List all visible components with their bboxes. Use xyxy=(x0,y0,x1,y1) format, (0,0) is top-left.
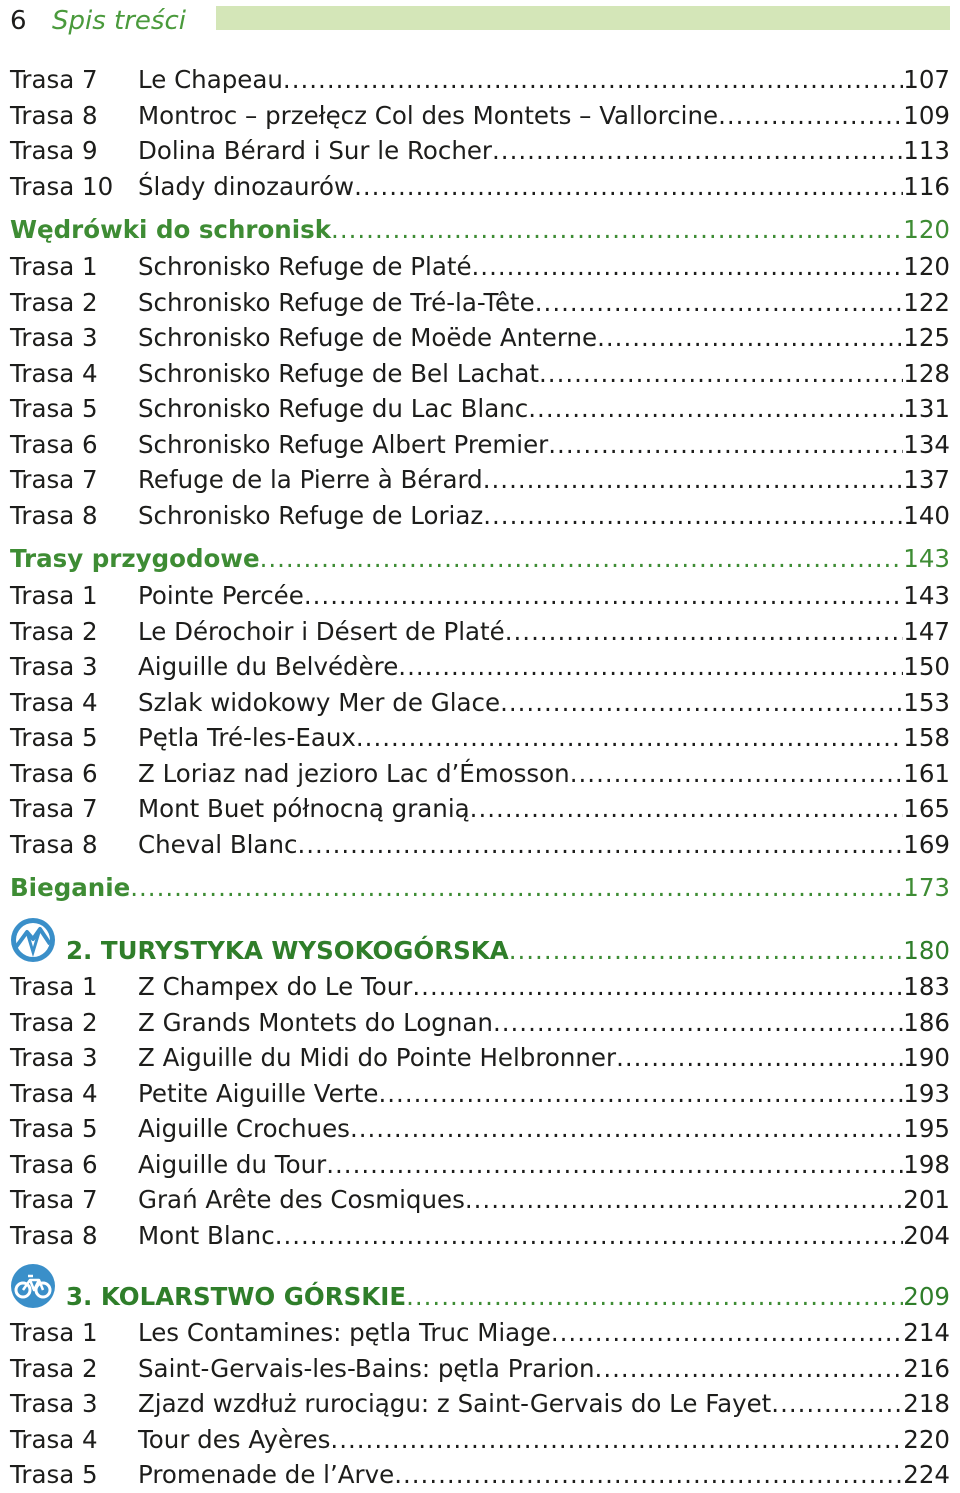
dot-leader xyxy=(483,498,903,534)
toc-entry xyxy=(10,169,950,205)
entry-number: Trasa 3 xyxy=(10,1389,98,1418)
entry-page-number: 204 xyxy=(903,1220,950,1250)
entry-title: Schronisko Refuge Albert Premier xyxy=(138,429,549,459)
entry-number: Trasa 2 xyxy=(10,616,98,646)
toc-part-heading xyxy=(10,907,950,969)
dot-leader xyxy=(304,578,903,614)
toc-entry xyxy=(10,1386,950,1422)
entry-number: Trasa 7 xyxy=(10,65,98,94)
toc-entry xyxy=(10,98,950,134)
entry-page-number: 140 xyxy=(903,500,950,530)
entry-page-number: 169 xyxy=(903,829,950,859)
dot-leader xyxy=(398,649,903,685)
entry-title: Mont Blanc xyxy=(138,1220,275,1250)
dot-leader xyxy=(331,211,903,249)
toc-entry xyxy=(10,827,950,863)
entry-title: Cheval Blanc xyxy=(138,829,298,859)
toc-entry xyxy=(10,1182,950,1218)
entry-page-number: 214 xyxy=(903,1318,950,1347)
dot-leader xyxy=(470,791,904,827)
entry-number: Trasa 9 xyxy=(10,136,98,165)
entry-title: Schronisko Refuge du Lac Blanc xyxy=(138,394,529,423)
dot-leader xyxy=(465,1182,903,1218)
entry-page-number: 116 xyxy=(903,171,950,201)
dot-leader xyxy=(326,1147,903,1183)
toc-entry xyxy=(10,427,950,463)
entry-title: Trasy przygodowe xyxy=(10,544,260,573)
entry-title: Zjazd wzdłuż rurociągu: z Saint-Gervais do Le Fayet xyxy=(138,1389,772,1418)
entry-number: Trasa 5 xyxy=(10,1460,98,1489)
entry-number: Trasa 7 xyxy=(10,465,98,494)
entry-number: Trasa 6 xyxy=(10,1149,98,1179)
dot-leader xyxy=(350,1111,903,1147)
toc-entry xyxy=(10,1040,950,1076)
entry-page-number: 131 xyxy=(903,394,950,423)
dot-leader xyxy=(597,320,903,356)
entry-title: Schronisko Refuge de Tré-la-Tête xyxy=(138,287,535,317)
entry-title: Z Champex do Le Tour xyxy=(138,972,413,1001)
entry-title: 2. TURYSTYKA WYSOKOGÓRSKA xyxy=(66,936,509,965)
entry-title: 3. KOLARSTWO GÓRSKIE xyxy=(66,1282,407,1311)
entry-title: Schronisko Refuge de Platé xyxy=(138,252,472,281)
entry-title: Grań Arête des Cosmiques xyxy=(138,1185,465,1214)
toc-entry xyxy=(10,285,950,321)
entry-page-number: 153 xyxy=(903,687,950,717)
entry-number: Trasa 3 xyxy=(10,1043,98,1072)
entry-title: Aiguille Crochues xyxy=(138,1114,350,1143)
entry-title: Ślady dinozaurów xyxy=(138,171,355,201)
entry-page-number: 195 xyxy=(903,1114,950,1143)
entry-title: Refuge de la Pierre à Bérard xyxy=(138,465,483,494)
entry-number: Trasa 7 xyxy=(10,1185,98,1214)
entry-title: Promenade de l’Arve xyxy=(138,1460,395,1489)
dot-leader xyxy=(394,1457,903,1493)
entry-title: Schronisko Refuge de Bel Lachat xyxy=(138,358,539,388)
toc-entry xyxy=(10,62,950,98)
entry-title: Szlak widokowy Mer de Glace xyxy=(138,687,501,717)
dot-leader xyxy=(472,249,904,285)
toc-entry xyxy=(10,1005,950,1041)
entry-page-number: 209 xyxy=(903,1282,950,1311)
entry-number: Trasa 5 xyxy=(10,1114,98,1143)
toc-entry xyxy=(10,1457,950,1493)
dot-leader xyxy=(539,356,903,392)
dot-leader xyxy=(718,98,903,134)
toc-entry xyxy=(10,462,950,498)
entry-page-number: 161 xyxy=(903,758,950,788)
dot-leader xyxy=(548,427,903,463)
dot-leader xyxy=(570,756,904,792)
toc-entry xyxy=(10,356,950,392)
entry-page-number: 216 xyxy=(903,1353,950,1383)
entry-number: Trasa 1 xyxy=(10,1318,98,1347)
entry-page-number: 165 xyxy=(903,794,950,823)
toc-entry xyxy=(10,756,950,792)
toc-section-heading xyxy=(10,862,950,907)
toc-part-heading xyxy=(10,1253,950,1315)
entry-number: Trasa 2 xyxy=(10,1353,98,1383)
entry-page-number: 150 xyxy=(903,652,950,681)
toc-entry xyxy=(10,320,950,356)
entry-page-number: 147 xyxy=(903,616,950,646)
toc-entry xyxy=(10,720,950,756)
entry-number: Trasa 4 xyxy=(10,687,98,717)
dot-leader xyxy=(528,391,903,427)
entry-page-number: 158 xyxy=(903,723,950,752)
dot-leader xyxy=(509,933,904,969)
entry-title: Le Chapeau xyxy=(138,65,283,94)
dot-leader xyxy=(283,62,903,98)
entry-number: Trasa 8 xyxy=(10,100,98,130)
toc-entry xyxy=(10,1147,950,1183)
page-title: Spis treści xyxy=(52,6,186,36)
entry-title: Aiguille du Tour xyxy=(138,1149,327,1179)
entry-page-number: 137 xyxy=(903,465,950,494)
entry-page-number: 186 xyxy=(903,1007,950,1037)
entry-title: Bieganie xyxy=(10,873,131,902)
entry-page-number: 107 xyxy=(903,65,950,94)
entry-title: Z Loriaz nad jezioro Lac d’Émosson xyxy=(138,758,570,788)
entry-title: Pointe Percée xyxy=(138,581,304,610)
dot-leader xyxy=(483,462,904,498)
entry-number: Trasa 3 xyxy=(10,652,98,681)
entry-page-number: 224 xyxy=(903,1460,950,1489)
entry-page-number: 122 xyxy=(903,287,950,317)
toc-section-heading xyxy=(10,204,950,249)
dot-leader xyxy=(406,1279,903,1315)
entry-title: Pętla Tré-les-Eaux xyxy=(138,723,356,752)
dot-leader xyxy=(412,969,903,1005)
table-of-contents xyxy=(10,62,950,1493)
dot-leader xyxy=(616,1040,903,1076)
entry-page-number: 134 xyxy=(903,429,950,459)
entry-number: Trasa 2 xyxy=(10,287,98,317)
entry-page-number: 198 xyxy=(903,1149,950,1179)
toc-entry xyxy=(10,1315,950,1351)
entry-page-number: 125 xyxy=(903,323,950,352)
entry-title: Schronisko Refuge de Moëde Anterne xyxy=(138,323,598,352)
dot-leader xyxy=(771,1386,903,1422)
entry-page-number: 173 xyxy=(903,873,950,902)
entry-number: Trasa 1 xyxy=(10,581,98,610)
entry-page-number: 120 xyxy=(903,252,950,281)
toc-entry xyxy=(10,685,950,721)
dot-leader xyxy=(260,540,904,578)
dot-leader xyxy=(595,1351,904,1387)
entry-number: Trasa 8 xyxy=(10,500,98,530)
entry-number: Trasa 2 xyxy=(10,1007,98,1037)
entry-title: Tour des Ayères xyxy=(138,1424,331,1454)
entry-title: Wędrówki do schronisk xyxy=(10,215,332,244)
dot-leader xyxy=(130,869,903,907)
toc-entry xyxy=(10,649,950,685)
entry-title: Aiguille du Belvédère xyxy=(138,652,399,681)
entry-number: Trasa 5 xyxy=(10,723,98,752)
toc-entry xyxy=(10,578,950,614)
entry-page-number: 128 xyxy=(903,358,950,388)
entry-number: Trasa 7 xyxy=(10,794,98,823)
entry-title: Saint-Gervais-les-Bains: pętla Prarion xyxy=(138,1353,595,1383)
entry-page-number: 190 xyxy=(903,1043,950,1072)
entry-page-number: 109 xyxy=(903,100,950,130)
entry-title: Dolina Bérard i Sur le Rocher xyxy=(138,136,493,165)
dot-leader xyxy=(500,685,903,721)
entry-number: Trasa 5 xyxy=(10,394,98,423)
entry-page-number: 113 xyxy=(903,136,950,165)
entry-number: Trasa 1 xyxy=(10,972,98,1001)
toc-entry xyxy=(10,791,950,827)
entry-page-number: 193 xyxy=(903,1078,950,1108)
entry-page-number: 183 xyxy=(903,972,950,1001)
toc-entry xyxy=(10,1351,950,1387)
dot-leader xyxy=(275,1218,904,1254)
entry-page-number: 220 xyxy=(903,1424,950,1454)
dot-leader xyxy=(551,1315,903,1351)
dot-leader xyxy=(493,1005,903,1041)
entry-title: Z Grands Montets do Lognan xyxy=(138,1007,493,1037)
toc-entry xyxy=(10,249,950,285)
entry-number: Trasa 1 xyxy=(10,252,98,281)
dot-leader xyxy=(297,827,903,863)
entry-number: Trasa 4 xyxy=(10,1424,98,1454)
entry-page-number: 143 xyxy=(903,544,950,573)
entry-title: Mont Buet północną granią xyxy=(138,794,470,823)
toc-entry xyxy=(10,1422,950,1458)
entry-number: Trasa 10 xyxy=(10,171,114,201)
toc-entry xyxy=(10,1076,950,1112)
dot-leader xyxy=(378,1076,903,1112)
toc-entry xyxy=(10,1218,950,1254)
entry-number: Trasa 6 xyxy=(10,429,98,459)
toc-entry xyxy=(10,391,950,427)
toc-entry xyxy=(10,614,950,650)
entry-page-number: 180 xyxy=(903,936,950,965)
toc-entry xyxy=(10,1111,950,1147)
header-bar xyxy=(216,6,950,30)
dot-leader xyxy=(356,720,903,756)
entry-title: Schronisko Refuge de Loriaz xyxy=(138,500,484,530)
entry-title: Petite Aiguille Verte xyxy=(138,1078,379,1108)
entry-title: Les Contamines: pętla Truc Miage xyxy=(138,1318,551,1347)
entry-title: Montroc – przełęcz Col des Montets – Vallorcine xyxy=(138,100,719,130)
toc-entry xyxy=(10,133,950,169)
page-number: 6 xyxy=(10,6,27,36)
entry-number: Trasa 3 xyxy=(10,323,98,352)
entry-title: Le Dérochoir i Désert de Platé xyxy=(138,616,505,646)
toc-entry xyxy=(10,969,950,1005)
entry-title: Z Aiguille du Midi do Pointe Helbronner xyxy=(138,1043,617,1072)
dot-leader xyxy=(492,133,903,169)
dot-leader xyxy=(505,614,904,650)
dot-leader xyxy=(535,285,903,321)
entry-number: Trasa 4 xyxy=(10,358,98,388)
entry-number: Trasa 8 xyxy=(10,829,98,859)
toc-section-heading xyxy=(10,533,950,578)
dot-leader xyxy=(330,1422,903,1458)
entry-page-number: 218 xyxy=(903,1389,950,1418)
toc-entry xyxy=(10,498,950,534)
page-header xyxy=(0,0,960,44)
entry-page-number: 201 xyxy=(903,1185,950,1214)
entry-page-number: 143 xyxy=(903,581,950,610)
entry-number: Trasa 6 xyxy=(10,758,98,788)
dot-leader xyxy=(354,169,903,205)
entry-page-number: 120 xyxy=(903,215,950,244)
entry-number: Trasa 8 xyxy=(10,1220,98,1250)
entry-number: Trasa 4 xyxy=(10,1078,98,1108)
